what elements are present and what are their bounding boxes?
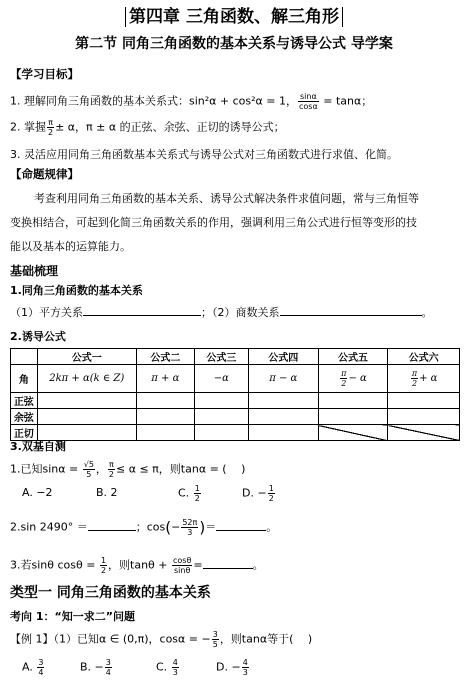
table-row <box>11 425 460 441</box>
row-label: 正切 <box>11 425 38 441</box>
diagonal-cell <box>318 425 388 441</box>
q1-option-d: D. − $\frac{1}{2}$ <box>242 484 274 503</box>
table-header: 公式二 <box>136 349 194 365</box>
ex1-option-d: D. − $\frac{4}{3}$ <box>216 658 248 677</box>
table-angle-row <box>11 365 460 393</box>
type1-heading: 类型一 同角三角函数的基本关系 <box>10 585 211 601</box>
table-cell: 2kπ + α(k ∈ Z) <box>37 365 136 393</box>
table-cell: π − α <box>248 365 318 393</box>
type1-sub: 考向 1：“知一求二”问题 <box>10 610 135 623</box>
ex1-option-b: B. − $\frac{3}{4}$ <box>80 658 111 677</box>
rules-line-3: 能以及基本的运算能力。 <box>10 240 131 253</box>
row-label: 余弦 <box>11 409 38 425</box>
self-test-heading: 3.双基自测 <box>10 440 66 453</box>
row-label: 角 <box>11 365 38 393</box>
objective-1: 1. 理解同角三角函数的基本关系式：sin²α + cos²α = 1， $\frac{\sin\alpha}{\cos\alpha}$ = tanα； <box>10 92 373 111</box>
table-header: 公式五 <box>318 349 388 365</box>
question-3: 3.若sinθ cosθ = $\frac{1}{2}$ ，则tanθ + $\frac{\cos\theta}{\sin\theta}$ = 。 <box>10 556 264 575</box>
table-header-row <box>11 349 460 365</box>
table-header: 公式六 <box>388 349 460 365</box>
rules-heading: 【命题规律】 <box>10 167 79 181</box>
table-row <box>11 393 460 409</box>
table-header: 公式一 <box>37 349 136 365</box>
rules-line-1: 考查利用同角三角函数的基本关系、诱导公式解决条件求值问题，常与三角恒等 <box>34 192 419 205</box>
induction-formula-table <box>10 348 460 441</box>
table-cell: $\frac{\pi}{2}$ − α <box>318 365 388 393</box>
basics-heading: 基础梳理 <box>10 264 59 278</box>
question-1: 1.已知sinα = $\frac{√5}{5}$ ， $\frac{\pi}{2}$ ≤ α ≤ π，则tanα = ( ) <box>10 460 246 479</box>
table-cell: π + α <box>136 365 194 393</box>
example-1: 【例 1】（1）已知α ∈ (0,π)，cosα = − $\frac{3}{5}$ ，则tanα等于( ) <box>10 630 313 649</box>
section-title: 第二节 同角三角函数的基本关系与诱导公式 导学案 <box>75 36 393 52</box>
table-header: 公式四 <box>248 349 318 365</box>
objective-3: 3. 灵活应用同角三角函数基本关系式与诱导公式对三角函数式进行求值、化简。 <box>10 148 398 161</box>
chapter-title: 第四章 三角函数、解三角形 <box>0 2 468 27</box>
basics-sub1: 1.同角三角函数的基本关系 <box>10 284 143 297</box>
objectives-heading: 【学习目标】 <box>10 67 79 81</box>
ex1-option-c: C. $\frac{4}{3}$ <box>156 658 178 677</box>
table-header: 公式三 <box>194 349 248 365</box>
basics-sub2: 2.诱导公式 <box>10 330 66 343</box>
diagonal-cell <box>388 425 460 441</box>
rules-line-2: 变换相结合，可起到化简三角函数关系的作用，强调利用三角公式进行恒等变形的技 <box>10 216 417 229</box>
table-row <box>11 409 460 425</box>
objective-2: 2. 掌握 $\frac{\pi}{2}$ ± α，π ± α 的正弦、余弦、正切的诱导公式； <box>10 118 285 137</box>
q1-option-c: C. $\frac{1}{2}$ <box>178 484 200 503</box>
question-2: 2.sin 2490° ＝ ；cos(− $\frac{52\pi}{3}$ )＝ 。 <box>10 518 278 537</box>
table-cell: −α <box>194 365 248 393</box>
table-cell: $\frac{\pi}{2}$ + α <box>388 365 460 393</box>
basics-sub1-line: （1）平方关系 ；（2）商数关系 。 <box>10 306 433 319</box>
q1-option-a: A. −2 <box>22 486 53 499</box>
ex1-option-a: A. $\frac{3}{4}$ <box>22 658 44 677</box>
q1-option-b: B. 2 <box>96 486 118 499</box>
row-label: 正弦 <box>11 393 38 409</box>
